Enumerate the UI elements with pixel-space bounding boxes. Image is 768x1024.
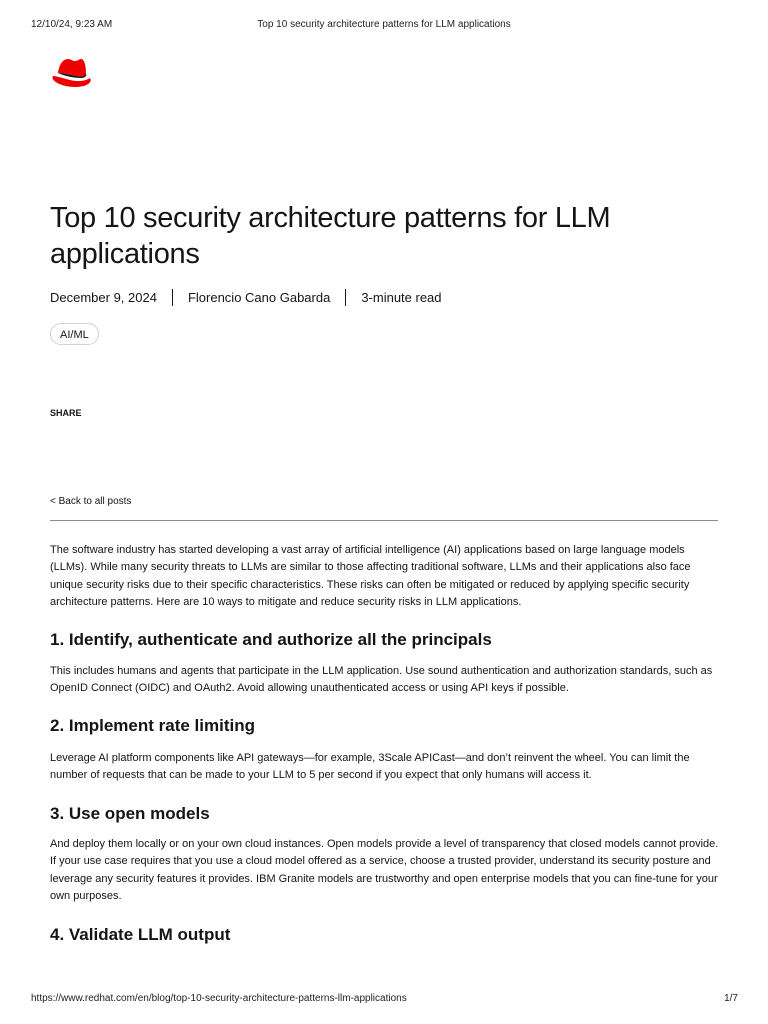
page-url: https://www.redhat.com/en/blog/top-10-security-architecture-patterns-llm-applications: [31, 993, 407, 1004]
print-doc-title: Top 10 security architecture patterns for LLM applications: [257, 19, 511, 30]
author-name[interactable]: Florencio Cano Gabarda: [187, 289, 331, 305]
section-heading: 3. Use open models: [50, 804, 210, 823]
red-hat-fedora-icon[interactable]: [50, 56, 92, 88]
section-heading: 1. Identify, authenticate and authorize all the principals: [50, 630, 492, 649]
read-time: 3-minute read: [361, 289, 442, 305]
article-title: Top 10 security architecture patterns for LLM applications: [50, 202, 611, 270]
back-to-posts-link[interactable]: < Back to all posts: [50, 496, 132, 507]
section-heading: 2. Implement rate limiting: [50, 716, 255, 735]
section-paragraph: Leverage AI platform components like API gateways—for example, 3Scale APICast—and don’t reinvent the wheel. You can limit the number of requests that can be made to your LLM to 5 per second if you expect that only humans will access it.: [50, 752, 690, 782]
section-paragraph: This includes humans and agents that participate in the LLM application. Use sound authentication and authorization standards, such as OpenID Connect (OIDC) and OAuth2. Avoid allowing unauthenticated access or using API keys if possible.: [50, 665, 713, 695]
intro-paragraph: The software industry has started developing a vast array of artificial intelligence (AI) applications based on large language models (LLMs). While many security threats to LLMs are similar to those affecting traditional software, LLMs and their applications also face unique security risks due to their specific characteristics. These risks can often be mitigated or reduced by applying specific security architecture patterns. Here are 10 ways to mitigate and reduce security risks in LLM applications.: [50, 544, 691, 609]
print-timestamp: 12/10/24, 9:23 AM: [31, 19, 113, 30]
print-header: [0, 19, 768, 33]
section-heading: 4. Validate LLM output: [50, 925, 231, 944]
section-paragraph: And deploy them locally or on your own cloud instances. Open models provide a level of transparency that closed models cannot provide. If your use case requires that you use a cloud model offered as a service, choose a trusted provider, understand its security posture and leverage any security features it provides. IBM Granite models are trustworthy and open enterprise models that you can fine-tune for your own purposes.: [50, 838, 719, 903]
publish-date: December 9, 2024: [50, 289, 157, 305]
divider: [50, 520, 718, 521]
topic-tag[interactable]: AI/ML: [50, 323, 99, 345]
meta-divider: [172, 289, 173, 306]
meta-divider: [345, 289, 346, 306]
share-label: SHARE: [50, 408, 82, 418]
article-meta: [50, 287, 442, 307]
page-number: 1/7: [724, 993, 738, 1004]
